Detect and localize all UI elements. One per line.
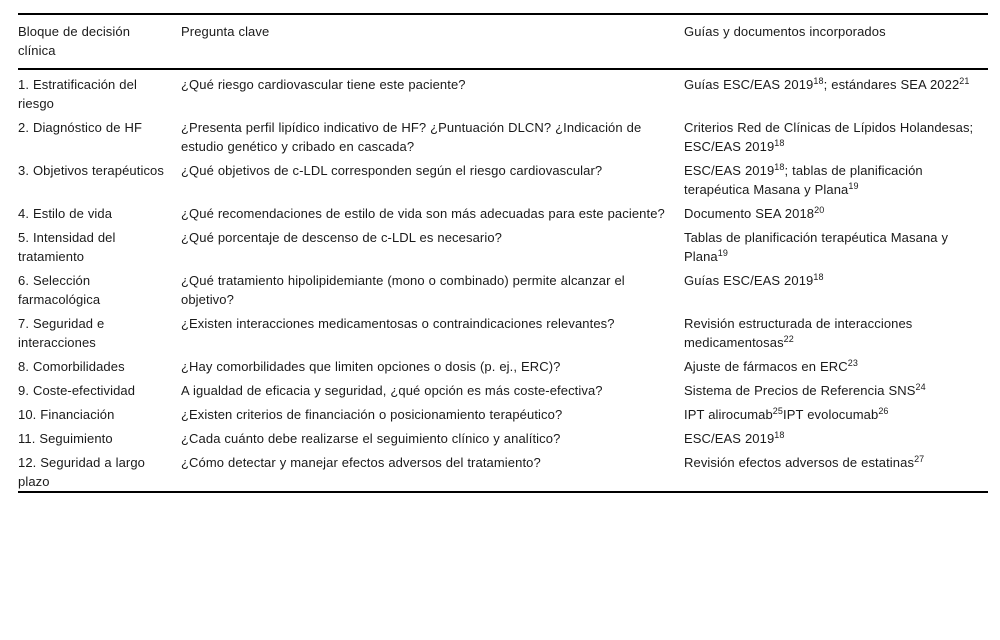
table-row: [18, 199, 988, 223]
table-row: [18, 376, 988, 400]
table-header: [18, 15, 988, 68]
row-cell-question: ¿Presenta perfil lipídico indicativo de HF? ¿Puntuación DLCN? ¿Indicación de estudio genético y cribado en cascada?: [181, 120, 642, 154]
table-header-row: [18, 15, 988, 68]
citation-superscript: 27: [914, 454, 925, 464]
table-body: [18, 70, 988, 491]
row-cell-docs: Documento SEA 2018$^{20}$: [684, 205, 825, 221]
table-row: [18, 424, 988, 448]
row-cell-docs: Ajuste de fármacos en ERC$^{23}$: [684, 358, 858, 374]
row-cell-block: 2. Diagnóstico de HF: [18, 120, 142, 135]
row-cell-docs: Tablas de planificación terapéutica Masana y Plana$^{19}$: [684, 230, 949, 264]
citation-superscript: 24: [915, 382, 926, 392]
row-cell-docs: Revisión efectos adversos de estatinas$^{27}$: [684, 454, 925, 470]
citation-superscript: 19: [717, 248, 728, 258]
citation-superscript: 21: [959, 76, 970, 86]
row-cell-block: 11. Seguimiento: [18, 431, 113, 446]
row-cell-block: 10. Financiación: [18, 407, 115, 422]
table-row: [18, 352, 988, 376]
row-cell-block: 9. Coste-efectividad: [18, 383, 136, 398]
row-cell-docs: Guías ESC/EAS 2019$^{18}$; estándares SEA 2022$^{21}$: [684, 76, 970, 92]
row-cell-question: ¿Qué riesgo cardiovascular tiene este paciente?: [181, 77, 466, 92]
row-cell-docs: ESC/EAS 2019$^{18}$; tablas de planificación terapéutica Masana y Plana$^{19}$: [684, 162, 923, 197]
row-cell-block: 12. Seguridad a largo plazo: [18, 455, 146, 489]
row-cell-docs: ESC/EAS 2019$^{18}$: [684, 430, 785, 446]
table-row: [18, 156, 988, 199]
row-cell-docs: IPT alirocumab$^{25}$IPT evolocumab$^{26}$: [684, 406, 889, 422]
row-cell-block: 6. Selección farmacológica: [18, 273, 101, 307]
row-cell-block: 5. Intensidad del tratamiento: [18, 230, 116, 264]
citation-superscript: 18: [774, 162, 785, 172]
row-cell-question: ¿Existen criterios de financiación o posicionamiento terapéutico?: [181, 407, 563, 422]
citation-superscript: 19: [848, 181, 859, 191]
table-bottom-rule: [18, 491, 988, 493]
row-cell-block: 8. Comorbilidades: [18, 359, 125, 374]
citation-superscript: 20: [814, 205, 825, 215]
row-cell-block: 1. Estratificación del riesgo: [18, 77, 137, 111]
table-row: [18, 266, 988, 309]
row-cell-docs: Criterios Red de Clínicas de Lípidos Holandesas; ESC/EAS 2019$^{18}$: [684, 120, 974, 154]
row-cell-question: ¿Cada cuánto debe realizarse el seguimiento clínico y analítico?: [181, 431, 561, 446]
table-row: [18, 448, 988, 491]
table-row: [18, 309, 988, 352]
row-cell-block: 3. Objetivos terapéuticos: [18, 163, 164, 178]
row-cell-question: ¿Hay comorbilidades que limiten opciones o dosis (p. ej., ERC)?: [181, 359, 561, 374]
decision-block-table: [18, 13, 988, 493]
column-header-question: Pregunta clave: [181, 24, 270, 39]
row-cell-docs: Revisión estructurada de interacciones medicamentosas$^{22}$: [684, 316, 913, 350]
column-header-block: Bloque de decisión clínica: [18, 24, 131, 58]
table-row: [18, 113, 988, 156]
row-cell-question: ¿Qué porcentaje de descenso de c-LDL es necesario?: [181, 230, 502, 245]
citation-superscript: 22: [783, 334, 794, 344]
row-cell-block: 4. Estilo de vida: [18, 206, 113, 221]
row-cell-block: 7. Seguridad e interacciones: [18, 316, 105, 350]
citation-superscript: 23: [847, 358, 858, 368]
row-cell-question: ¿Qué objetivos de c-LDL corresponden según el riesgo cardiovascular?: [181, 163, 603, 178]
row-cell-docs: Guías ESC/EAS 2019$^{18}$: [684, 272, 824, 288]
citation-superscript: 18: [774, 138, 785, 148]
row-cell-question: ¿Existen interacciones medicamentosas o contraindicaciones relevantes?: [181, 316, 615, 331]
row-cell-question: ¿Qué recomendaciones de estilo de vida son más adecuadas para este paciente?: [181, 206, 665, 221]
citation-superscript: 26: [878, 406, 889, 416]
row-cell-question: ¿Cómo detectar y manejar efectos adversos del tratamiento?: [181, 455, 541, 470]
table-row: [18, 400, 988, 424]
row-cell-question: ¿Qué tratamiento hipolipidemiante (mono o combinado) permite alcanzar el objetivo?: [181, 273, 625, 307]
row-cell-question: A igualdad de eficacia y seguridad, ¿qué opción es más coste-efectiva?: [181, 383, 603, 398]
column-header-docs: Guías y documentos incorporados: [684, 24, 886, 39]
table-row: [18, 223, 988, 266]
table-row: [18, 70, 988, 113]
row-cell-docs: Sistema de Precios de Referencia SNS$^{24}$: [684, 382, 926, 398]
citation-superscript: 25: [772, 406, 784, 416]
citation-superscript: 18: [813, 76, 824, 86]
citation-superscript: 18: [774, 430, 785, 440]
citation-superscript: 18: [813, 272, 824, 282]
